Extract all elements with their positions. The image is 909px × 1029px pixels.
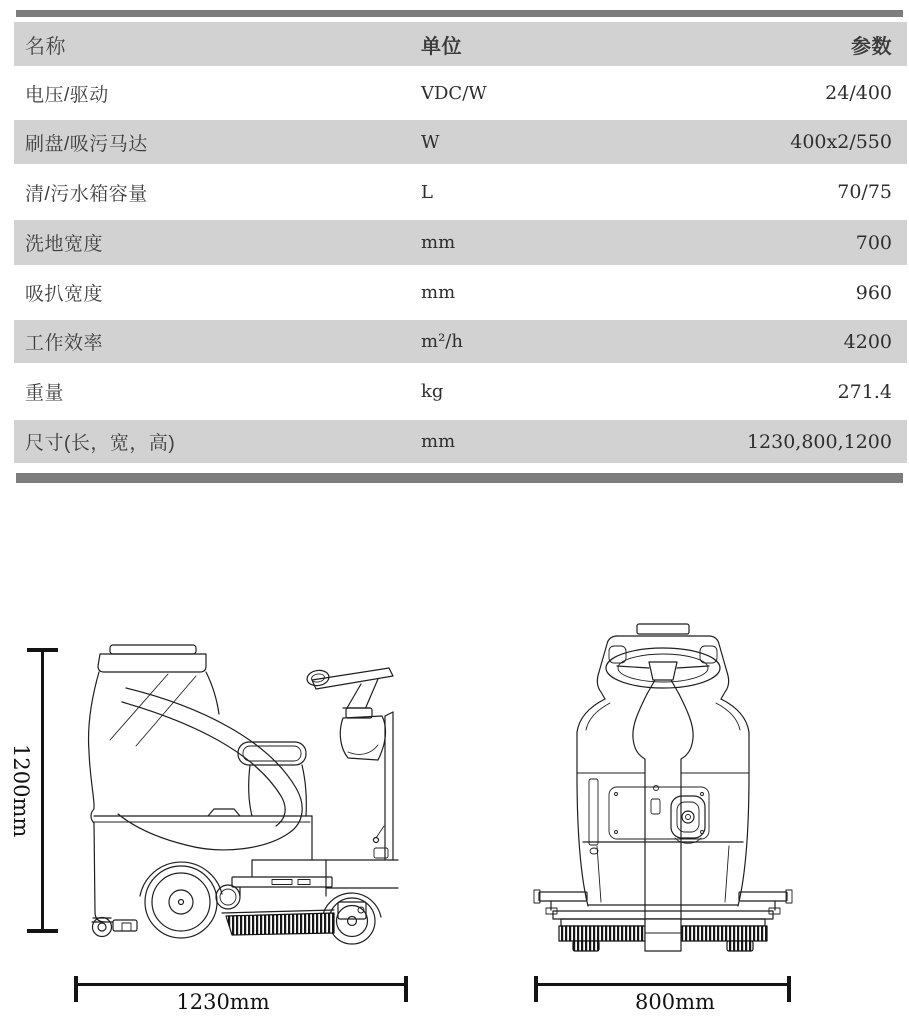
spec-value: 400x2/550 xyxy=(790,131,892,153)
length-dimension-line xyxy=(75,983,407,986)
spec-table xyxy=(14,22,907,463)
spec-unit: mm xyxy=(421,431,456,452)
table-row xyxy=(14,164,907,220)
table-row xyxy=(14,220,907,265)
spec-name: 吸扒宽度 xyxy=(25,284,104,305)
height-dimension-cap-bottom xyxy=(27,929,58,933)
length-dimension-cap-right xyxy=(404,976,408,1002)
width-dimension-line xyxy=(536,983,790,986)
spec-value: 271.4 xyxy=(837,380,892,403)
scrubber-side-view-drawing xyxy=(80,630,410,965)
spec-name: 刷盘/吸污马达 xyxy=(25,133,148,155)
spec-unit: W xyxy=(421,131,440,153)
spec-name: 工作效率 xyxy=(25,333,104,354)
spec-value: 960 xyxy=(855,281,892,304)
column-header-unit: 单位 xyxy=(421,35,462,58)
spec-unit: m²/h xyxy=(421,331,463,352)
height-dimension-line xyxy=(41,650,44,933)
length-dimension-label: 1230mm xyxy=(176,990,270,1014)
table-top-divider xyxy=(16,10,903,17)
column-header-name: 名称 xyxy=(25,35,66,58)
scrubber-front-view-drawing xyxy=(525,622,795,962)
table-row xyxy=(14,265,907,320)
spec-name: 尺寸(长，宽，高) xyxy=(25,433,176,454)
spec-name: 电压/驱动 xyxy=(25,84,109,106)
spec-unit: VDC/W xyxy=(421,82,487,104)
spec-value: 4200 xyxy=(843,330,892,353)
height-dimension-label: 1200mm xyxy=(9,744,33,838)
table-row xyxy=(14,66,907,120)
spec-name: 清/污水箱容量 xyxy=(25,183,148,205)
table-row xyxy=(14,363,907,420)
spec-unit: mm xyxy=(421,282,456,303)
spec-name: 重量 xyxy=(25,383,65,404)
height-dimension-cap-top xyxy=(27,648,58,652)
width-dimension-label: 800mm xyxy=(635,990,715,1014)
table-bottom-divider xyxy=(16,473,903,483)
spec-value: 70/75 xyxy=(837,181,892,203)
table-row xyxy=(14,320,907,363)
width-dimension-cap-left xyxy=(534,976,538,1002)
spec-value: 24/400 xyxy=(825,82,892,104)
spec-value: 700 xyxy=(855,231,892,254)
spec-unit: mm xyxy=(421,232,456,253)
spec-unit: kg xyxy=(421,381,444,402)
column-header-value: 参数 xyxy=(851,35,892,58)
spec-value: 1230,800,1200 xyxy=(746,430,892,453)
table-header-row xyxy=(14,22,907,66)
spec-name: 洗地宽度 xyxy=(25,234,104,255)
spec-unit: L xyxy=(421,181,433,203)
table-row xyxy=(14,120,907,164)
table-row xyxy=(14,420,907,463)
